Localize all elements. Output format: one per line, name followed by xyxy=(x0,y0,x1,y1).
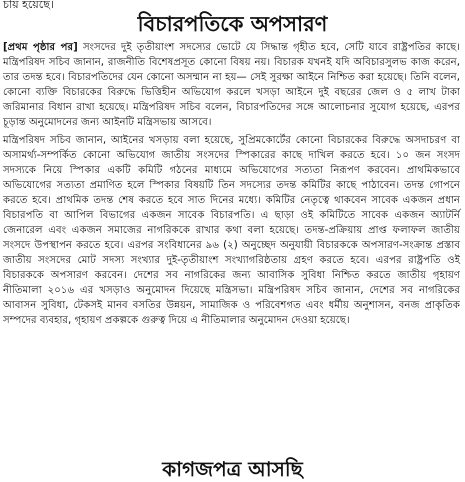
paragraph-1-text: সংসদের দুই তৃতীয়াংশ সদস্যের ভোটে যে সিদ্ধান্ত গৃহীত হবে, সেটি যাবে রাষ্ট্রপতির কাছে। মন্ত্রিপরিষদ সচিব জানান, রাজনীতি বিশেষপ্রসূত কোনো বিষয় নয়। বিচারক যখনই যদি অবিচারসুলভ কাজ করেন, তার তদন্ত হবে। বিচারপতিদের যেন কোনো অসম্মান না হয়— সেই সুরক্ষা আইনে নিশ্চিত করা হয়েছে। তিনি বলেন, কোনো ব্যক্তি বিচারকের বিরুদ্ধে ভিত্তিহীন অভিযোগ করলে খসড়া আইনে দুই বছরের জেল ও ৫ লাখ টাকা জরিমানার বিধান রাখা হয়েছে। মন্ত্রিপরিষদ সচিব বলেন, বিচারপতিদের সঙ্গে আলোচনার সুযোগ হয়েছে, এরপর চূড়ান্ত অনুমোদনের জন্য আইনটি মন্ত্রিসভায় আসবে। xyxy=(3,42,460,128)
article-headline: বিচারপতিকে অপসারণ xyxy=(137,11,328,36)
article-paragraph-2: মন্ত্রিপরিষদ সচিব জানান, আইনের খসড়ায় বলা হয়েছে, সুপ্রিমকোর্টের কোনো বিচারকের বিরুদ্ধে অসদাচরণ বা অসামর্থ্য-সম্পর্কিত কোনো অভিযোগ জাতীয় সংসদের স্পিকারের কাছে দাখিল করতে হবে। ১০ জন সংসদ সদস্যকে নিয়ে স্পিকার একটি কমিটি গঠনের মাধ্যমে অভিযোগের সত্যতা নিরূপণ করবেন। প্রাথমিকভাবে অভিযোগের সত্যতা প্রমাণিত হলে স্পিকার বিষয়টি তিন সদস্যের তদন্ত কমিটির কাছে পাঠাবেন। তদন্ত গোপনে করতে হবে। প্রাথমিক তদন্ত শেষ করতে হবে সাত দিনের মধ্যে। কমিটির নেতৃত্বে থাকবেন সাবেক একজন প্রধান বিচারপতি বা আপিল বিভাগের একজন সাবেক বিচারপতি। এ ছাড়া ওই কমিটিতে সাবেক একজন অ্যাটর্নি জেনারেল এবং একজন সমাজের নাগরিককে রাখার কথা বলা হয়েছে। তদন্ত-প্রক্রিয়ায় প্রাপ্ত ফলাফল জাতীয় সংসদে উপস্থাপন করতে হবে। এরপর সংবিধানের ৯৬ (২) অনুচ্ছেদ অনুযায়ী বিচারককে অপসারণ-সংক্রান্ত প্রস্তাব জাতীয় সংসদের মোট সদস্য সংখ্যার দুই-তৃতীয়াংশ সংখ্যাগরিষ্ঠতায় গ্রহণ করতে হবে। এরপর রাষ্ট্রপতি ওই বিচারককে অপসারণ করবেন। দেশের সব নাগরিকের জন্য আবাসিক সুবিধা নিশ্চিত করতে জাতীয় গৃহায়ণ নীতিমালা ২০১৬ এর খসড়াও অনুমোদন দিয়েছে মন্ত্রিসভা। মন্ত্রিপরিষদ সচিব জানান, দেশের সব নাগরিকের আবাসন সুবিধা, টেকসই মানব বসতির উন্নয়ন, সামাজিক ও পরিবেশগত এবং ধর্মীয় অনুশাসন, বনজ প্রাকৃতিক সম্পদের ব্যবহার, গৃহায়ণ প্রকল্পকে গুরুত্ব দিয়ে এ নীতিমালার অনুমোদন দেওয়া হয়েছে। xyxy=(3,135,460,326)
previous-article-tail: চায় হয়েছে। xyxy=(3,0,54,11)
article-body xyxy=(3,40,460,328)
article-paragraph-1 xyxy=(3,40,460,130)
next-article-headline: কাগজপত্র আসছি xyxy=(162,457,303,481)
continued-from-front-page-tag: [প্রথম পৃষ্ঠার পর] xyxy=(3,42,78,53)
